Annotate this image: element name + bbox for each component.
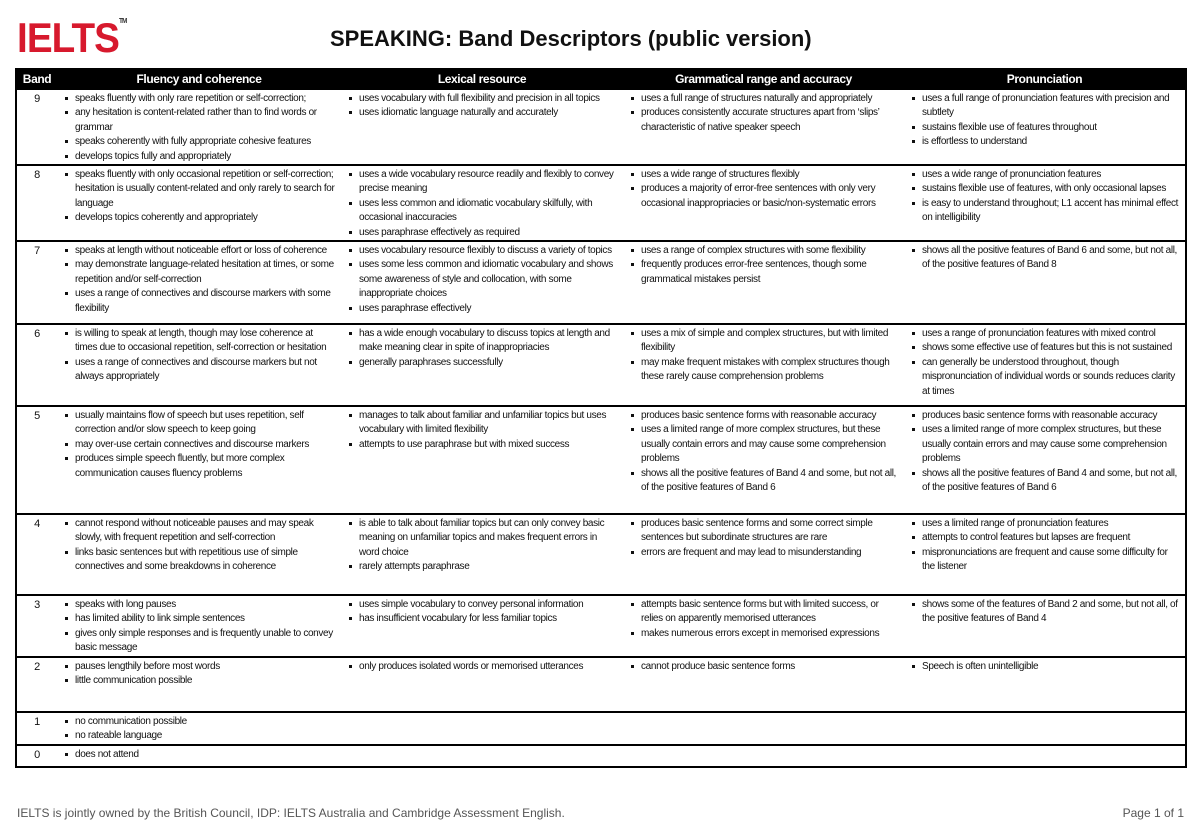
descriptor-item: is able to talk about familiar topics but can only convey basic meaning on unfamiliar topics and makes frequent errors in word choice [359,517,619,560]
descriptor-item: any hesitation is content-related rather than to find words or grammar [75,106,337,135]
descriptor-item: produces consistently accurate structures apart from ‘slips’ characteristic of native speaker speech [641,106,900,135]
lexical-cell [341,406,623,514]
descriptor-item: mispronunciations are frequent and cause some difficulty for the listener [922,546,1181,575]
descriptor-item: is effortless to understand [922,135,1181,149]
grammar-cell [623,514,904,595]
descriptor-item: shows all the positive features of Band 4 and some, but not all, of the positive features of Band 6 [641,467,900,496]
grammar-cell [623,745,904,767]
descriptor-item: cannot produce basic sentence forms [641,660,900,674]
lexical-cell [341,595,623,657]
descriptor-item: uses a limited range of pronunciation features [922,517,1181,531]
descriptor-item: produces basic sentence forms with reasonable accuracy [641,409,900,423]
lexical-cell [341,745,623,767]
descriptor-item: generally paraphrases successfully [359,356,619,370]
descriptor-item: uses paraphrase effectively as required [359,226,619,240]
fluency-cell [57,514,341,595]
descriptor-item: speaks with long pauses [75,598,337,612]
descriptor-item: uses a range of complex structures with some flexibility [641,244,900,258]
descriptor-item: rarely attempts paraphrase [359,560,619,574]
descriptor-item: shows some effective use of features but this is not sustained [922,341,1181,355]
pronunciation-cell [904,165,1186,241]
band-number: 9 [16,89,57,165]
descriptor-item: develops topics fully and appropriately [75,150,337,164]
descriptor-item: uses a wide range of structures flexibly [641,168,900,182]
descriptor-item: uses vocabulary with full flexibility and precision in all topics [359,92,619,106]
header-fluency: Fluency and coherence [57,69,341,89]
descriptor-item: speaks fluently with only rare repetition or self-correction; [75,92,337,106]
descriptor-item: uses simple vocabulary to convey personal information [359,598,619,612]
descriptor-item: uses a range of pronunciation features with mixed control [922,327,1181,341]
pronunciation-cell [904,89,1186,165]
lexical-cell [341,241,623,324]
band-descriptors-table [15,68,1187,768]
descriptor-item: is willing to speak at length, though may lose coherence at times due to occasional repetition, self-correction or hesitation [75,327,337,356]
grammar-cell [623,657,904,712]
descriptor-item: attempts to control features but lapses are frequent [922,531,1181,545]
band-row-1 [16,712,1186,745]
descriptor-item: uses a mix of simple and complex structures, but with limited flexibility [641,327,900,356]
descriptor-item: attempts to use paraphrase but with mixed success [359,438,619,452]
descriptor-item: has insufficient vocabulary for less familiar topics [359,612,619,626]
band-number: 4 [16,514,57,595]
band-number: 7 [16,241,57,324]
descriptor-item: pauses lengthily before most words [75,660,337,674]
descriptor-item: is easy to understand throughout; L1 accent has minimal effect on intelligibility [922,197,1181,226]
descriptor-item: develops topics coherently and appropriately [75,211,337,225]
header-pronunciation: Pronunciation [904,69,1186,89]
lexical-cell [341,514,623,595]
descriptor-item: sustains flexible use of features, with only occasional lapses [922,182,1181,196]
grammar-cell [623,595,904,657]
pronunciation-cell [904,324,1186,406]
band-number: 3 [16,595,57,657]
band-number: 2 [16,657,57,712]
descriptor-item: links basic sentences but with repetitious use of simple connectives and some breakdowns in coherence [75,546,337,575]
lexical-cell [341,165,623,241]
descriptor-item: uses vocabulary resource flexibly to discuss a variety of topics [359,244,619,258]
descriptor-item: produces simple speech fluently, but more complex communication causes fluency problems [75,452,337,481]
descriptor-item: usually maintains flow of speech but uses repetition, self correction and/or slow speech to keep going [75,409,337,438]
pronunciation-cell [904,712,1186,745]
fluency-cell [57,89,341,165]
grammar-cell [623,324,904,406]
fluency-cell [57,241,341,324]
descriptor-item: speaks at length without noticeable effort or loss of coherence [75,244,337,258]
fluency-cell [57,712,341,745]
pronunciation-cell [904,241,1186,324]
pronunciation-cell [904,745,1186,767]
grammar-cell [623,165,904,241]
band-row-2 [16,657,1186,712]
header-band: Band [16,69,57,89]
descriptor-item: attempts basic sentence forms but with limited success, or relies on apparently memorised utterances [641,598,900,627]
header-lexical: Lexical resource [341,69,623,89]
descriptor-item: shows all the positive features of Band 6 and some, but not all, of the positive features of Band 8 [922,244,1181,273]
fluency-cell [57,406,341,514]
descriptor-item: frequently produces error-free sentences, though some grammatical mistakes persist [641,258,900,287]
band-row-6 [16,324,1186,406]
descriptor-item: sustains flexible use of features throughout [922,121,1181,135]
pronunciation-cell [904,514,1186,595]
fluency-cell [57,657,341,712]
ielts-logo: IELTS™ [17,14,127,61]
grammar-cell [623,89,904,165]
descriptor-item: uses a full range of structures naturally and appropriately [641,92,900,106]
descriptor-item: cannot respond without noticeable pauses and may speak slowly, with frequent repetition and self-correction [75,517,337,546]
descriptor-item: uses a range of connectives and discourse markers but not always appropriately [75,356,337,385]
header-row [16,69,1186,89]
page-number: Page 1 of 1 [1122,806,1184,820]
descriptor-item: does not attend [75,748,337,762]
descriptor-item: Speech is often unintelligible [922,660,1181,674]
descriptor-item: may make frequent mistakes with complex structures though these rarely cause comprehension problems [641,356,900,385]
lexical-cell [341,657,623,712]
descriptor-item: makes numerous errors except in memorised expressions [641,627,900,641]
descriptor-item: uses a limited range of more complex structures, but these usually contain errors and may cause some comprehension problems [641,423,900,466]
fluency-cell [57,324,341,406]
descriptor-item: uses a range of connectives and discourse markers with some flexibility [75,287,337,316]
band-row-9 [16,89,1186,165]
footer-ownership: IELTS is jointly owned by the British Council, IDP: IELTS Australia and Cambridge Assessment English. [17,806,565,820]
descriptor-item: manages to talk about familiar and unfamiliar topics but uses vocabulary with limited flexibility [359,409,619,438]
descriptor-item: speaks fluently with only occasional repetition or self-correction; hesitation is usually content-related and only rarely to search for language [75,168,337,211]
descriptor-item: produces basic sentence forms with reasonable accuracy [922,409,1181,423]
band-row-3 [16,595,1186,657]
lexical-cell [341,712,623,745]
pronunciation-cell [904,406,1186,514]
descriptor-item: shows all the positive features of Band 4 and some, but not all, of the positive features of Band 6 [922,467,1181,496]
band-row-4 [16,514,1186,595]
band-row-7 [16,241,1186,324]
descriptor-item: gives only simple responses and is frequently unable to convey basic message [75,627,337,656]
descriptor-item: speaks coherently with fully appropriate cohesive features [75,135,337,149]
descriptor-item: no rateable language [75,729,337,743]
descriptor-item: shows some of the features of Band 2 and some, but not all, of the positive features of Band 4 [922,598,1181,627]
lexical-cell [341,89,623,165]
page-title: SPEAKING: Band Descriptors (public version) [330,26,812,51]
descriptor-item: uses a wide vocabulary resource readily and flexibly to convey precise meaning [359,168,619,197]
descriptor-item: uses a wide range of pronunciation features [922,168,1181,182]
fluency-cell [57,745,341,767]
grammar-cell [623,712,904,745]
descriptor-item: uses idiomatic language naturally and accurately [359,106,619,120]
descriptor-item: can generally be understood throughout, though mispronunciation of individual words or sounds reduces clarity at times [922,356,1181,399]
descriptor-item: uses some less common and idiomatic vocabulary and shows some awareness of style and collocation, with some inappropriate choices [359,258,619,301]
descriptor-item: may demonstrate language-related hesitation at times, or some repetition and/or self-correction [75,258,337,287]
band-number: 6 [16,324,57,406]
descriptor-item: uses a limited range of more complex structures, but these usually contain errors and may cause some comprehension problems [922,423,1181,466]
band-row-0 [16,745,1186,767]
pronunciation-cell [904,595,1186,657]
descriptor-item: has limited ability to link simple sentences [75,612,337,626]
descriptor-item: no communication possible [75,715,337,729]
descriptor-item: may over-use certain connectives and discourse markers [75,438,337,452]
grammar-cell [623,241,904,324]
band-number: 8 [16,165,57,241]
descriptor-item: little communication possible [75,674,337,688]
lexical-cell [341,324,623,406]
descriptor-item: only produces isolated words or memorised utterances [359,660,619,674]
band-row-5 [16,406,1186,514]
descriptor-item: errors are frequent and may lead to misunderstanding [641,546,900,560]
grammar-cell [623,406,904,514]
band-number: 0 [16,745,57,767]
fluency-cell [57,165,341,241]
descriptor-item: uses paraphrase effectively [359,302,619,316]
pronunciation-cell [904,657,1186,712]
descriptor-item: has a wide enough vocabulary to discuss topics at length and make meaning clear in spite of inappropriacies [359,327,619,356]
descriptor-item: produces basic sentence forms and some correct simple sentences but subordinate structures are rare [641,517,900,546]
band-number: 1 [16,712,57,745]
descriptor-item: uses less common and idiomatic vocabulary skilfully, with occasional inaccuracies [359,197,619,226]
band-row-8 [16,165,1186,241]
band-number: 5 [16,406,57,514]
descriptor-item: produces a majority of error-free sentences with only very occasional inappropriacies or basic/non-systematic errors [641,182,900,211]
fluency-cell [57,595,341,657]
header-grammar: Grammatical range and accuracy [623,69,904,89]
descriptor-item: uses a full range of pronunciation features with precision and subtlety [922,92,1181,121]
